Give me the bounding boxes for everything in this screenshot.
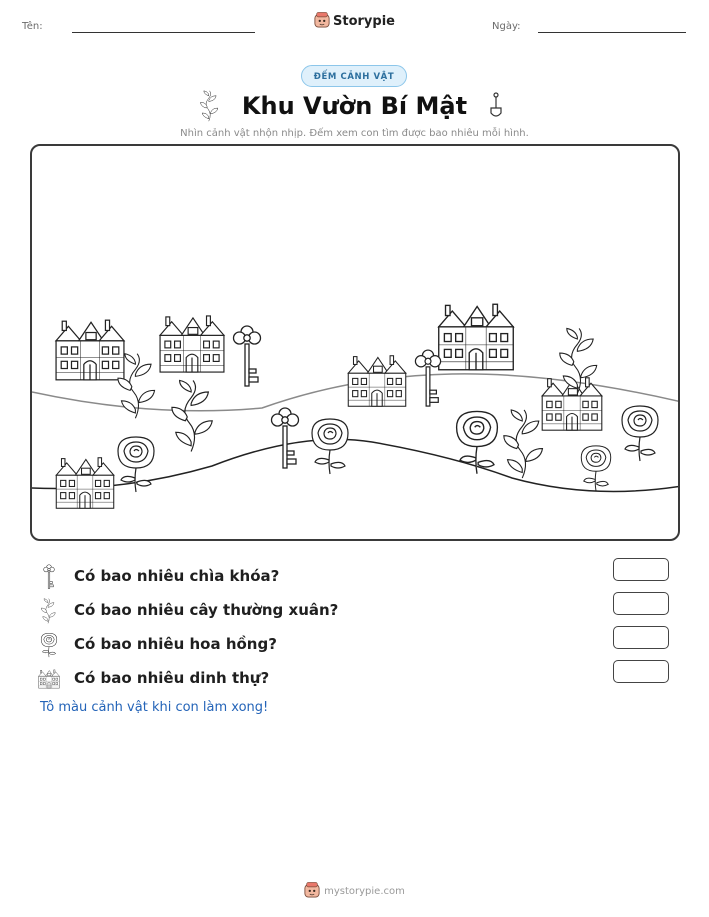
page-title: Khu Vườn Bí Mật [241, 92, 468, 120]
question-text: Có bao nhiêu cây thường xuân? [74, 601, 339, 619]
question-text: Có bao nhiêu dinh thự? [74, 669, 270, 687]
mansion-icon [160, 316, 224, 372]
question-text: Có bao nhiêu hoa hồng? [74, 635, 277, 653]
date-field[interactable] [538, 32, 686, 33]
mansion-icon [348, 356, 405, 407]
question-roses [38, 632, 678, 658]
name-label: Tên: [22, 21, 43, 32]
question-keys [38, 564, 678, 590]
counting-scene [30, 144, 680, 541]
storypie-logo-icon [304, 882, 320, 898]
answer-box-roses[interactable] [613, 626, 669, 649]
date-label: Ngày: [492, 21, 521, 32]
question-mansions [38, 666, 678, 692]
key-icon [38, 564, 60, 590]
question-ivy [38, 598, 678, 624]
coloring-note: Tô màu cảnh vật khi con làm xong! [40, 700, 269, 715]
scene-illustration [32, 146, 680, 541]
rose-icon [622, 406, 658, 461]
ivy-icon [504, 410, 543, 478]
rose-icon [581, 446, 610, 491]
storypie-logo-icon [314, 12, 330, 28]
mansion-icon [439, 304, 514, 369]
answer-box-mansions[interactable] [613, 660, 669, 683]
ivy-icon [172, 380, 212, 451]
brand-logo [0, 12, 709, 29]
rose-icon [38, 632, 60, 658]
key-icon [234, 326, 261, 386]
answer-box-ivy[interactable] [613, 592, 669, 615]
category-badge: ĐẾM CẢNH VẬT [301, 65, 407, 87]
mansion-icon [56, 458, 113, 509]
answer-box-keys[interactable] [613, 558, 669, 581]
mansion-icon [38, 666, 60, 692]
key-icon [415, 350, 440, 406]
trowel-decoration-icon [489, 92, 503, 120]
key-icon [272, 408, 299, 468]
question-text: Có bao nhiêu chìa khóa? [74, 567, 280, 585]
brand-name: Storypie [333, 14, 395, 29]
ivy-icon [38, 598, 60, 624]
name-field[interactable] [72, 32, 255, 33]
footer-url[interactable]: mystorypie.com [324, 886, 405, 897]
mansion-icon [56, 320, 124, 380]
rose-icon [312, 419, 348, 474]
rose-icon [457, 411, 498, 473]
page-subtitle: Nhìn cảnh vật nhộn nhịp. Đếm xem con tìm được bao nhiêu mỗi hình. [180, 128, 529, 139]
footer [0, 882, 709, 898]
